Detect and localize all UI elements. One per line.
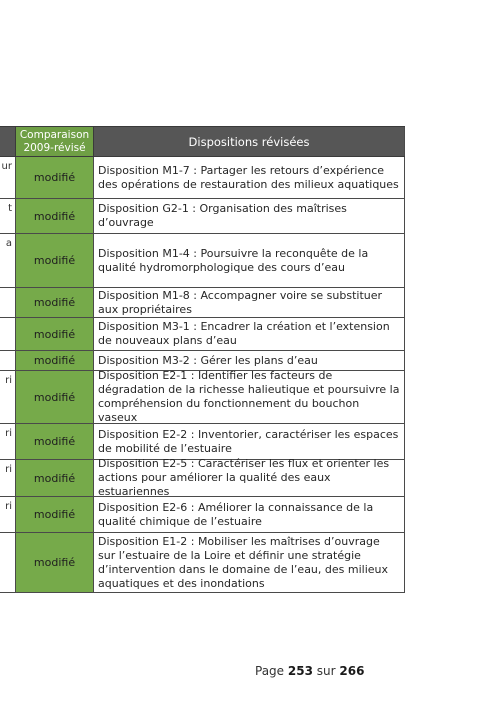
table-row — [0, 533, 405, 593]
page-separator: sur — [316, 664, 336, 678]
status-cell: modifié — [16, 351, 94, 370]
cut-cell — [0, 533, 16, 592]
table-row — [0, 351, 405, 371]
page-current: 253 — [287, 664, 313, 678]
status-cell: modifié — [16, 157, 94, 198]
status-cell: modifié — [16, 318, 94, 350]
disposition-cell: Disposition E2-1 : Identifier les facteurs de dégradation de la richesse halieutique et poursuivre la compréhension du fonctionnement du bouchon vaseux — [94, 371, 405, 423]
status-cell: modifié — [16, 371, 94, 423]
table-row — [0, 424, 405, 460]
cut-cell: a — [0, 234, 16, 287]
status-cell: modifié — [16, 288, 94, 317]
page-total: 266 — [339, 664, 365, 678]
header-cut-column — [0, 127, 16, 156]
cut-cell: ri — [0, 497, 16, 532]
disposition-cell: Disposition M3-2 : Gérer les plans d’eau — [94, 351, 405, 370]
table-row — [0, 234, 405, 288]
cut-cell: ri — [0, 460, 16, 496]
disposition-cell: Disposition M3-1 : Encadrer la création et l’extension de nouveaux plans d’eau — [94, 318, 405, 350]
disposition-cell: Disposition E2-6 : Améliorer la connaissance de la qualité chimique de l’estuaire — [94, 497, 405, 532]
disposition-cell: Disposition M1-4 : Poursuivre la reconquête de la qualité hydromorphologique des cours d’eau — [94, 234, 405, 287]
page-label: Page — [255, 664, 285, 678]
cut-cell: ri — [0, 424, 16, 459]
status-cell: modifié — [16, 424, 94, 459]
table-row — [0, 457, 405, 498]
status-cell: modifié — [16, 497, 94, 532]
table-row — [0, 318, 405, 351]
header-comparison — [16, 127, 94, 156]
cut-cell: ur — [0, 157, 16, 198]
cut-cell — [0, 318, 16, 350]
dispositions-table — [0, 126, 405, 593]
disposition-cell: Disposition M1-7 : Partager les retours d’expérience des opérations de restauration des milieux aquatiques — [94, 157, 405, 198]
disposition-cell: Disposition E2-5 : Caractériser les flux et orienter les actions pour améliorer la qualité des eaux estuariennes — [94, 460, 405, 496]
status-cell: modifié — [16, 533, 94, 592]
status-cell: modifié — [16, 460, 94, 496]
disposition-cell: Disposition G2-1 : Organisation des maîtrises d’ouvrage — [94, 199, 405, 233]
disposition-cell: Disposition E2-2 : Inventorier, caractériser les espaces de mobilité de l’estuaire — [94, 424, 405, 459]
cut-cell: ri — [0, 371, 16, 423]
table-row — [0, 199, 405, 234]
table-row — [0, 371, 405, 424]
disposition-cell: Disposition M1-8 : Accompagner voire se substituer aux propriétaires — [94, 288, 405, 317]
cut-cell: t — [0, 199, 16, 233]
cut-cell — [0, 351, 16, 370]
header-comparison-line2: 2009-révisé — [23, 141, 86, 154]
cut-cell — [0, 288, 16, 317]
table-row — [0, 288, 405, 318]
disposition-cell: Disposition E1-2 : Mobiliser les maîtrises d’ouvrage sur l’estuaire de la Loire et définir une stratégie d’intervention dans le domaine de l’eau, des milieux aquatiques et des inondations — [94, 533, 405, 592]
table-row — [0, 497, 405, 533]
header-dispositions: Dispositions révisées — [94, 127, 405, 156]
table-row — [0, 157, 405, 199]
table-header — [0, 126, 405, 157]
header-comparison-line1: Comparaison — [19, 128, 90, 141]
status-cell: modifié — [16, 234, 94, 287]
status-cell: modifié — [16, 199, 94, 233]
page-number — [255, 664, 364, 678]
